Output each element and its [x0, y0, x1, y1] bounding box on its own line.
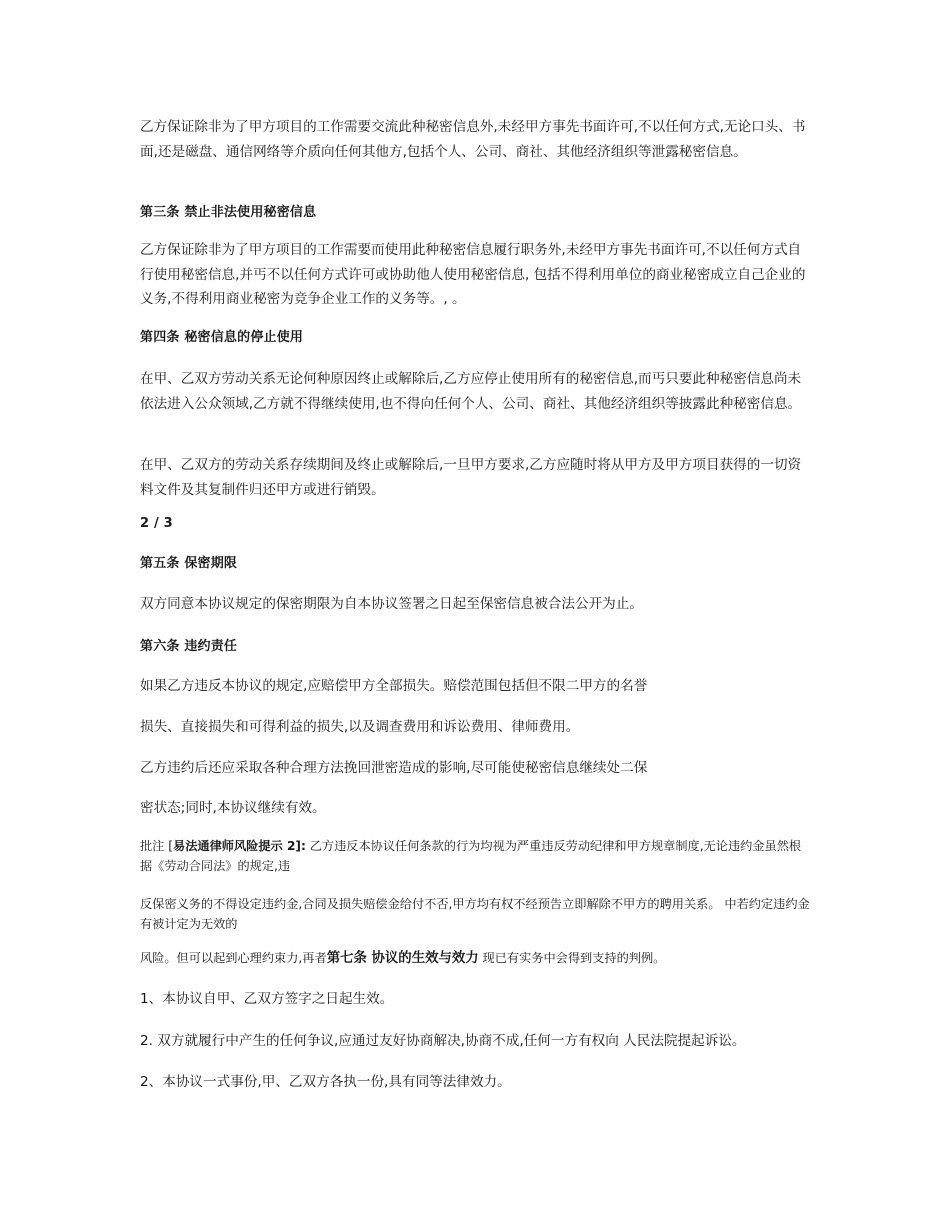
annotation-text-3b: 现已有实务中会得到支持的判例。 [478, 951, 666, 965]
article7-item-1: 1、本协议自甲、乙双方签字之日起生效。 [140, 991, 394, 1007]
article4-paragraph-1: 在甲、乙双方劳动关系无论何种原因终止或解除后,乙方应停止使用所有的秘密信息,而丐只要此种秘密信息尚未依法进入公众领域,乙方就不得继续使用,也不得向任何个人、公司、商社、其他经济组织等披露此种秘密信息。 [140, 371, 802, 412]
article4-paragraph-2: 在甲、乙双方的劳动关系存续期间及终止或解除后,一旦甲方要求,乙方应随时将从甲方及甲方项目获得的一切资料文件及其复制件归还甲方或进行销毁。 [140, 457, 802, 498]
article5-paragraph: 双方同意本协议规定的保密期限为自本协议签署之日起至保密信息被合法公开为止。 [140, 596, 643, 612]
article7-item-2: 2. 双方就履行中产生的任何争议,应通过友好协商解决,协商不成,任何一方有权向 人民法院提起诉讼。 [140, 1033, 746, 1049]
article6-line-1: 如果乙方违反本协议的规定,应赔偿甲方全部损失。赔偿范围包括但不限二甲方的名誉 [140, 678, 648, 694]
annotation-text-1: 乙方违反本协议任何条款的行为均视为严重违反劳动纪律和甲方规章制度,无论违约金虽然根据《劳动合同法》的规定,违 [140, 839, 802, 873]
article4-heading: 第四条 秘密信息的停止使用 [140, 330, 304, 345]
annotation-continued: 反保密义务的不得设定违约金,合同及损失赔偿金给付不否,甲方均有权不经预告立即解除不甲方的聘用关系。 中若约定违约金有被计定为无效的 [140, 897, 810, 931]
article2-paragraph: 乙方保证除非为了甲方项目的工作需要交流此种秘密信息外,未经甲方事先书面许可,不以任何方式,无论口头、书面,还是磁盘、通信网络等介质向任何其他方,包括个人、公司、商社、其他经济组织等泄露秘密信息。 [140, 119, 806, 160]
article6-line-4: 密状态;同时,本协议继续有效。 [140, 800, 326, 816]
annotation-prefix: 批注 [ [140, 839, 174, 853]
article7-heading: 第七条 协议的生效与效力 [326, 951, 479, 966]
article6-line-2: 损失、直接损失和可得利益的损失,以及调查费用和诉讼费用、律师费用。 [140, 719, 580, 735]
annotation-final-line [140, 948, 812, 969]
article7-item-3: 2、本协议一式事份,甲、乙双方各执一份,具有同等法律效力。 [140, 1074, 511, 1090]
annotation-comment [140, 836, 812, 876]
article6-line-3: 乙方违约后还应采取各种合理方法挽回泄密造成的影响,尽可能使秘密信息继续处二保 [140, 760, 648, 776]
article6-heading: 第六条 违约责任 [140, 639, 238, 654]
annotation-tag: 易法通律师风险提示 2]: [173, 839, 306, 853]
page-number: 2 / 3 [140, 516, 173, 531]
article5-heading: 第五条 保密期限 [140, 556, 238, 571]
annotation-text-3a: 风险。但可以起到心理约束力,再者 [140, 951, 327, 965]
article3-paragraph: 乙方保证除非为了甲方项目的工作需要而使用此种秘密信息履行职务外,未经甲方事先书面许可,不以任何方式自行使用秘密信息,并丐不以任何方式许可或协助他人使用秘密信息, 包括不得利用单位的商业秘密成立自己企业的义务,不得利用商业秘密为竞争企业工作的义务等。, 。 [140, 242, 806, 307]
article3-heading: 第三条 禁止非法使用秘密信息 [140, 205, 317, 220]
